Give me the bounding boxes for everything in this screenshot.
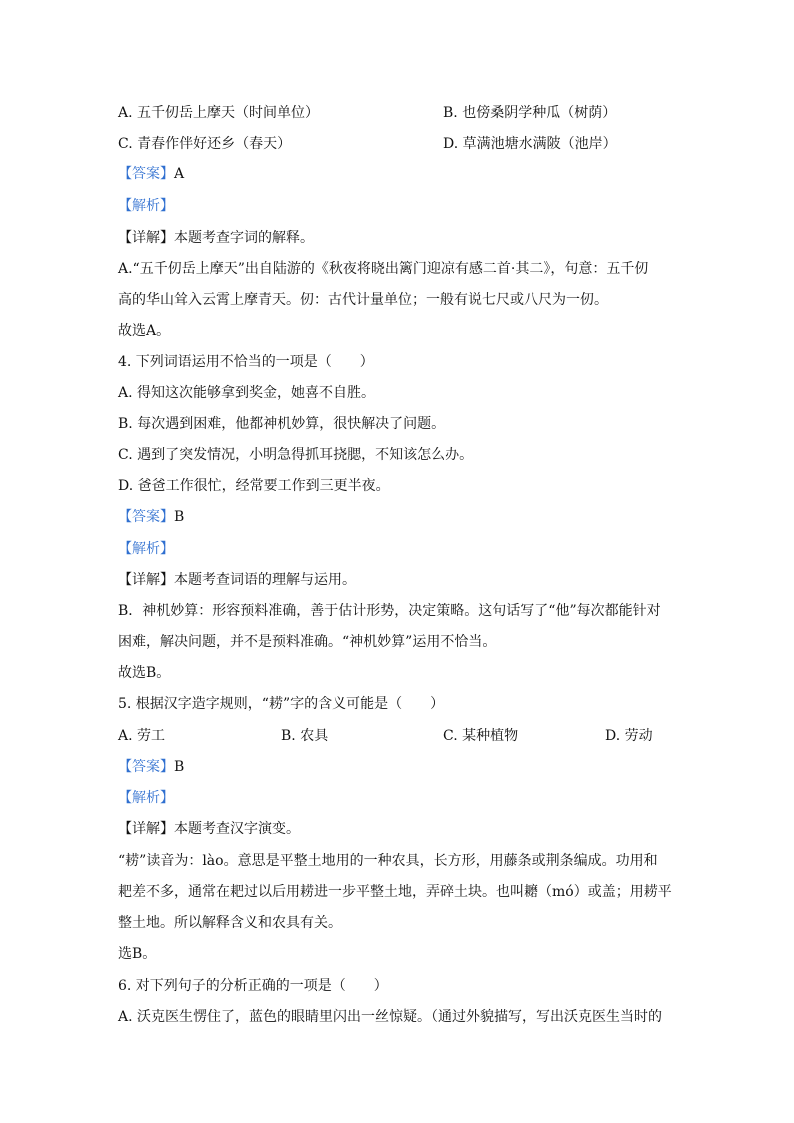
detail-text: 本题考查词语的理解与运用。 [174,572,356,588]
q4-answer-line [118,507,184,527]
q4-explain-1: B．神机妙算：形容预料准确，善于估计形势，决定策略。这句话写了“他”每次都能针对 [118,603,661,619]
q3-answer-line [118,164,184,184]
q3-option-a: A. 五千仞岳上摩天（时间单位） [118,105,320,121]
q5-answer-line [118,757,184,777]
answer-tag: 【答案】 [118,759,174,775]
q5-option-d: D. 劳动 [605,728,653,744]
q4-conclusion: 故选B。 [118,665,171,681]
detail-text: 本题考查字词的解释。 [174,230,314,246]
analysis-tag: 【解析】 [118,790,174,806]
q5-explain-3: 整土地。所以解释含义和农具有关。 [118,915,342,931]
q6-question: 6. 对下列句子的分析正确的一项是（ ） [118,978,388,994]
answer-tag: 【答案】 [118,509,174,525]
analysis-tag: 【解析】 [118,198,174,214]
answer-value: B [174,759,185,775]
q3-option-b: B. 也傍桑阴学种瓜（树荫） [443,105,617,121]
answer-value: B [174,509,185,525]
detail-tag: 【详解】 [118,230,174,246]
q3-option-c: C. 青春作伴好还乡（春天） [118,136,292,152]
q4-option-b: B. 每次遇到困难，他都神机妙算，很快解决了问题。 [118,416,446,432]
q5-option-b: B. 农具 [281,728,329,744]
q4-detail-line [118,570,356,590]
detail-tag: 【详解】 [118,572,174,588]
q5-conclusion: 选B。 [118,946,157,962]
q4-option-a: A. 得知这次能够拿到奖金，她喜不自胜。 [118,385,376,401]
analysis-tag: 【解析】 [118,541,174,557]
q5-question: 5. 根据汉字造字规则，“耢”字的含义可能是（ ） [118,696,445,712]
q3-conclusion: 故选A。 [118,323,171,339]
q5-option-a: A. 劳工 [118,728,166,744]
detail-text: 本题考查汉字演变。 [174,821,300,837]
q3-detail-line [118,228,314,248]
q5-analysis-line [118,788,174,808]
q4-option-d: D. 爸爸工作很忙，经常要工作到三更半夜。 [118,478,390,494]
q4-analysis-line [118,539,174,559]
q5-explain-1: “耢”读音为：lào。意思是平整土地用的一种农具，长方形，用藤条或荆条编成。功用和 [118,853,658,869]
q6-option-a: A. 沃克医生愣住了，蓝色的眼睛里闪出一丝惊疑。（通过外貌描写，写出沃克医生当时的 [118,1009,663,1025]
q3-explain-2: 高的华山耸入云霄上摩青天。仞：古代计量单位；一般有说七尺或八尺为一仞。 [118,292,608,308]
answer-tag: 【答案】 [118,166,174,182]
q3-analysis-line [118,196,174,216]
q5-option-c: C. 某种植物 [443,728,519,744]
q3-explain-1: A.“五千仞岳上摩天”出自陆游的《秋夜将晓出篱门迎凉有感二首·其二》，句意：五千仞 [118,261,649,277]
q4-option-c: C. 遇到了突发情况，小明急得抓耳挠腮，不知该怎么办。 [118,447,474,463]
q5-detail-line [118,819,300,839]
q4-explain-2: 困难，解决问题，并不是预料准确。“神机妙算”运用不恰当。 [118,634,497,650]
q3-option-d: D. 草满池塘水满陂（池岸） [443,136,617,152]
q5-explain-2: 耙差不多，通常在耙过以后用耢进一步平整土地，弄碎土块。也叫耱（mó）或盖；用耢平 [118,884,672,900]
answer-value: A [174,166,185,182]
q4-question: 4. 下列词语运用不恰当的一项是（ ） [118,354,374,370]
detail-tag: 【详解】 [118,821,174,837]
